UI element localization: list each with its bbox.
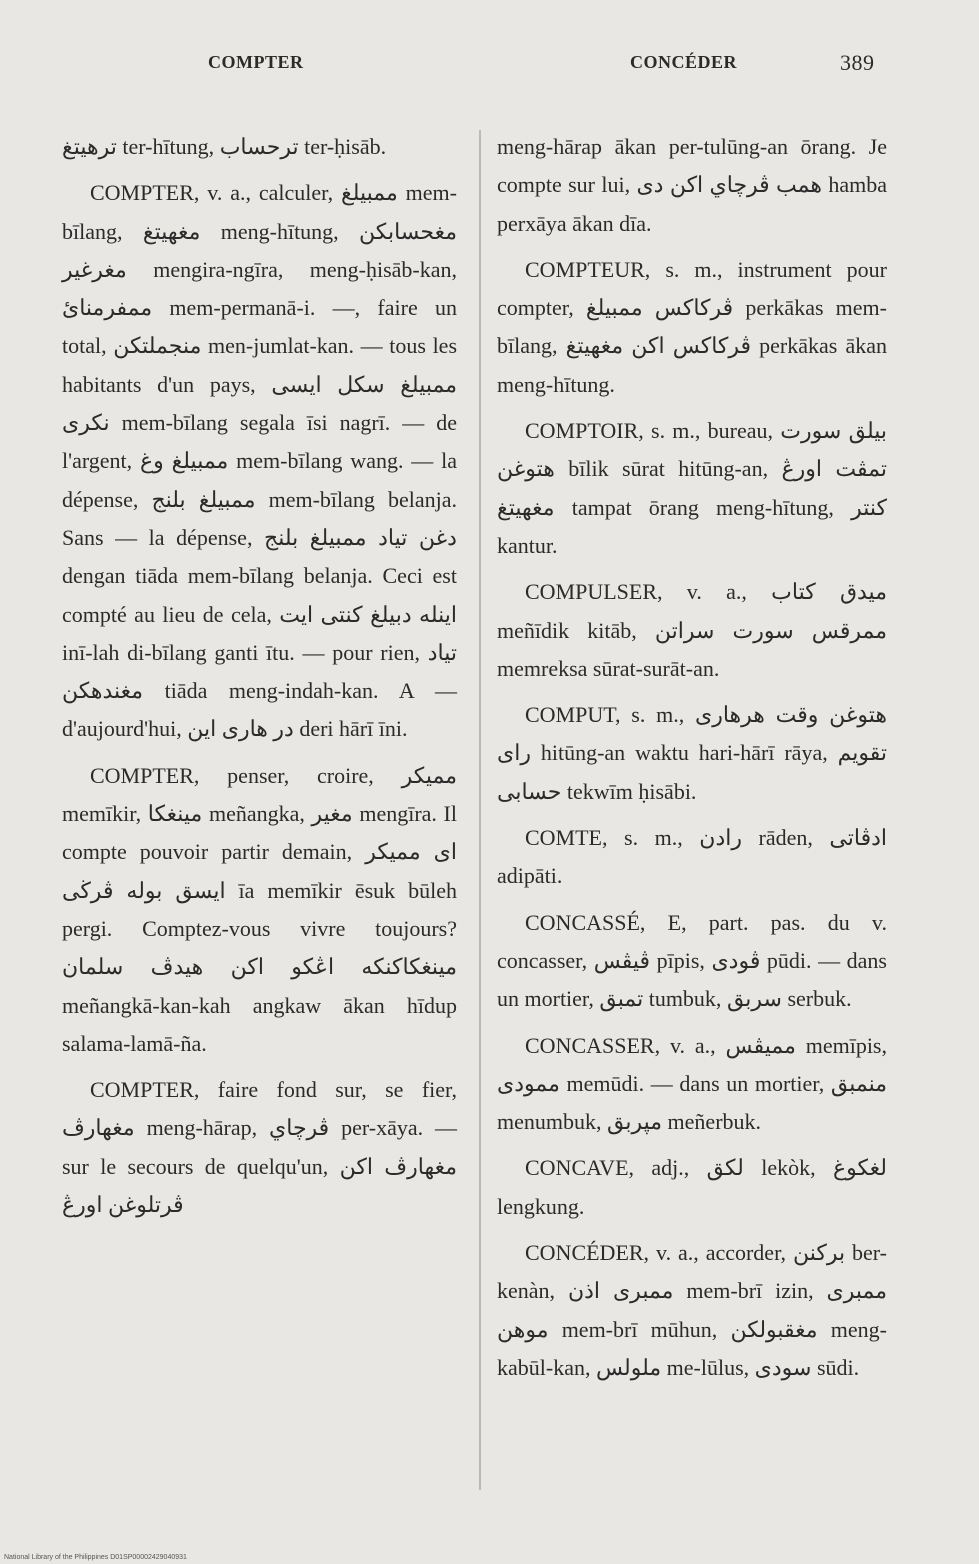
entry-paragraph: COMPTOIR, s. m., bureau, بيلق سورت هتوغن bīlik sūrat hitūng-an, تمڤت اورڠ مغهيتغ tampat ōrang meng-hītung, كنتر kantur. bbox=[497, 418, 888, 558]
entry-paragraph: COMPTER, faire fond sur, se fier, مغهارڤ meng-hārap, ڤرچاي per-xāya. — sur le secours de quelqu'un, مغهارڤ اكن ڤرتلوغن اورڠ bbox=[62, 1077, 457, 1218]
header-right-word: CONCÉDER bbox=[630, 52, 738, 72]
entry-paragraph: COMPUT, s. m., هتوغن وقت هرهارى راى hitūng-an waktu hari-hārī rāya, تقويم حسابى tekwīm ḥisābi. bbox=[497, 702, 887, 804]
entry-paragraph: CONCASSÉ, E, part. pas. du v. concasser, ڤيڤس pīpis, ڤودى pūdi. — dans un mortier, تمبق tumbuk, سربق serbuk. bbox=[497, 909, 887, 1012]
entry-paragraph: COMPTER, penser, croire, مميكر memīkir, مينغكا meñangka, مغير mengīra. Il compte pouvoir partir demain, اى مميكر ايسق بوله ڤرڬى īa memīkir ēsuk būleh pergi. Comptez-vous vivre toujours? مينغكاكنكه اڠكو اكن هيدڤ سلمان meñangkā-kan-kah angkaw ākan hīdup salama-lamā-ña. bbox=[62, 762, 457, 1056]
column-divider bbox=[479, 130, 481, 1490]
library-stamp: National Library of the Philippines D01SP00002429040931 bbox=[4, 1554, 187, 1561]
entry-paragraph: CONCÉDER, v. a., accorder, بركنن ber-kenàn, ممبرى اذن mem-brī izin, ممبرى موهن mem-brī mūhun, مغقبولكن meng-kabūl-kan, ملولس me-lūlus, سودى sūdi. bbox=[497, 1240, 887, 1380]
entry-paragraph: ترهيتغ ter-hītung, ترحساب ter-ḥisāb. bbox=[62, 134, 387, 159]
entry-paragraph: COMPULSER, v. a., ميدق كتاب meñīdik kitāb, ممرقس سورت سراتن memreksa sūrat-surāt-an. bbox=[497, 579, 887, 681]
entry-paragraph: COMPTER, v. a., calculer, ممبيلغ mem-bīlang, مغهيتغ meng-hītung, مغحسابكن مغرغير mengira-ngīra, meng-ḥisāb-kan, ممفرمنائ mem-permanā-i. —, faire un total, منجملتكن men-jumlat-kan. — tous les habitants d'un pays, ممبيلغ سكل ايسى نكرى mem-bīlang segala īsi nagrī. — de l'argent, ممبيلغ وغ mem-bīlang wang. — la dépense, ممبيلغ بلنج mem-bīlang belanja. Sans — la dépense, دغن تياد ممبيلغ بلنج dengan tiāda mem-bīlang belanja. Ceci est compté au lieu de cela, اينله دبيلغ كنتى ايت inī-lah di-bīlang ganti ītu. — pour rien, تياد مغندهكن tiāda meng-indah-kan. A — d'aujourd'hui, در هارى اين deri hārī īni. bbox=[62, 180, 458, 742]
entry-paragraph: CONCAVE, adj., لكق lekòk, لغكوغ lengkung. bbox=[497, 1155, 887, 1219]
header-left-word: COMPTER bbox=[208, 52, 304, 72]
entry-paragraph: COMTE, s. m., رادن rāden, ادڤاتى adipāti. bbox=[497, 825, 887, 889]
entry-paragraph: CONCASSER, v. a., مميڤس memīpis, ممودى memūdi. — dans un mortier, منمبق menumbuk, مپربق meñerbuk. bbox=[497, 1032, 887, 1135]
right-column bbox=[497, 128, 887, 1395]
page-number: 389 bbox=[840, 50, 875, 75]
entry-paragraph: COMPTEUR, s. m., instrument pour compter, ڤركاكس ممبيلغ perkākas mem-bīlang, ڤركاكس اكن مغهيتغ perkākas ākan meng-hītung. bbox=[497, 256, 887, 397]
left-column bbox=[62, 128, 457, 1232]
running-header bbox=[0, 52, 979, 82]
entry-paragraph: meng-hārap ākan per-tulūng-an ōrang. Je compte sur lui, همب ڤرچاي اكن دى hamba perxāya ākan dīa. bbox=[497, 134, 887, 236]
